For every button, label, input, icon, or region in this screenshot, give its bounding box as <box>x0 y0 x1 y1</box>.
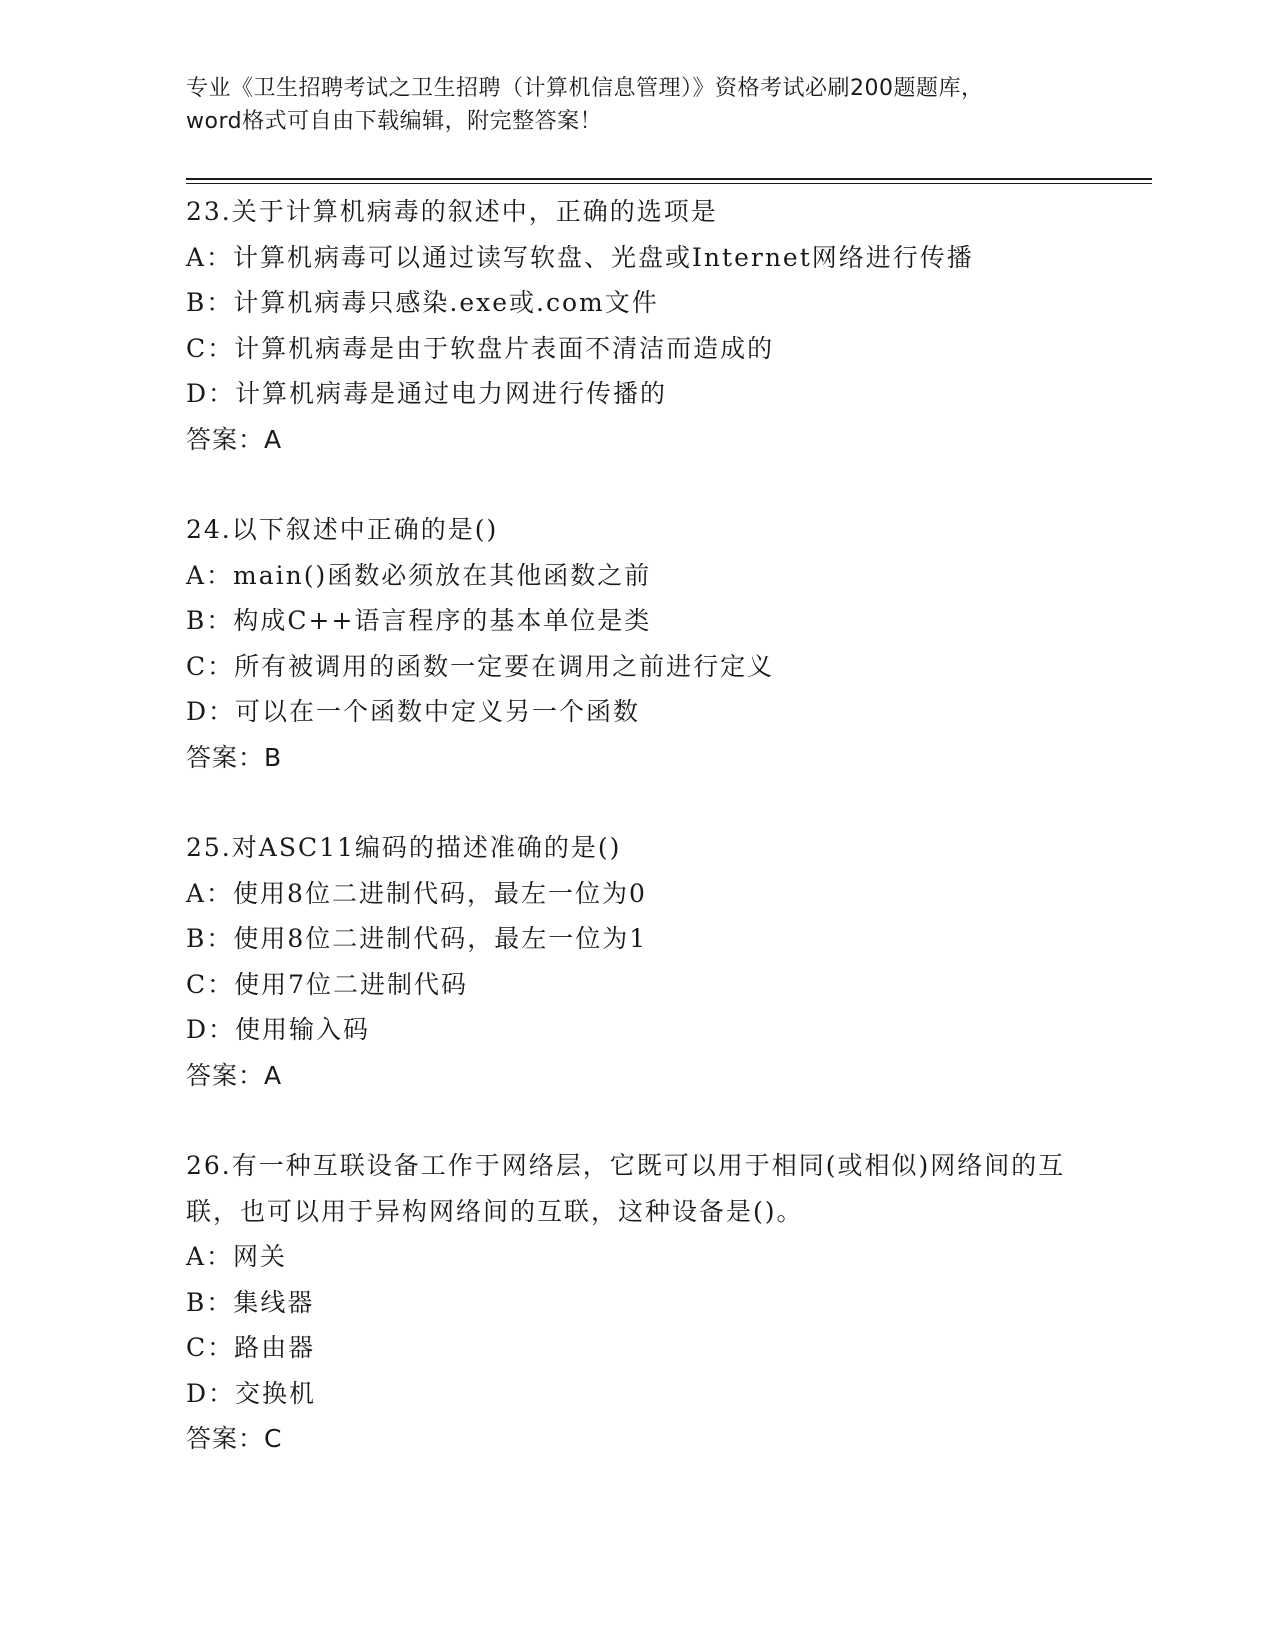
option-a: A：计算机病毒可以通过读写软盘、光盘或Internet网络进行传播 <box>186 242 974 272</box>
answer: 答案：A <box>186 1060 283 1090</box>
option-d: D：交换机 <box>186 1378 317 1408</box>
question-text: 26.有一种互联设备工作于网络层，它既可以用于相同(或相似)网络间的互联，也可以用于异构网络间的互联，这种设备是()。 <box>186 1151 1066 1226</box>
option-d: D：计算机病毒是通过电力网进行传播的 <box>186 379 668 408</box>
question-text: 24.以下叙述中正确的是() <box>186 515 499 544</box>
option-a: A：网关 <box>186 1242 288 1271</box>
question-text: 25.对ASC11编码的描述准确的是() <box>186 833 622 862</box>
option-c: C：使用7位二进制代码 <box>186 969 469 999</box>
option-c: C：所有被调用的函数一定要在调用之前进行定义 <box>186 651 775 681</box>
option-b: B：集线器 <box>186 1287 315 1317</box>
document-header <box>186 72 1086 138</box>
question-25 <box>186 825 1066 1098</box>
header-divider-thick <box>186 178 1152 180</box>
answer: 答案：C <box>186 1424 283 1453</box>
option-d: D：可以在一个函数中定义另一个函数 <box>186 697 641 726</box>
option-b: B：构成C++语言程序的基本单位是类 <box>186 606 652 635</box>
option-c: C：路由器 <box>186 1333 316 1362</box>
option-b: B：使用8位二进制代码，最左一位为1 <box>186 924 648 953</box>
option-b: B：计算机病毒只感染.exe或.com文件 <box>186 288 659 317</box>
header-divider-thin <box>186 183 1152 184</box>
answer: 答案：A <box>186 424 283 454</box>
header-line-1: 专业《卫生招聘考试之卫生招聘（计算机信息管理）》资格考试必刷200题题库， <box>186 76 984 101</box>
option-a: A：使用8位二进制代码，最左一位为0 <box>186 878 647 908</box>
header-line-2: word格式可自由下载编辑，附完整答案！ <box>186 109 603 134</box>
question-list <box>186 189 1066 1507</box>
question-26 <box>186 1143 1066 1462</box>
question-23 <box>186 189 1066 462</box>
option-d: D：使用输入码 <box>186 1015 371 1044</box>
question-24 <box>186 507 1066 780</box>
answer: 答案：B <box>186 742 283 772</box>
question-text: 23.关于计算机病毒的叙述中，正确的选项是 <box>186 197 718 226</box>
option-c: C：计算机病毒是由于软盘片表面不清洁而造成的 <box>186 333 775 363</box>
option-a: A：main()函数必须放在其他函数之前 <box>186 560 652 590</box>
